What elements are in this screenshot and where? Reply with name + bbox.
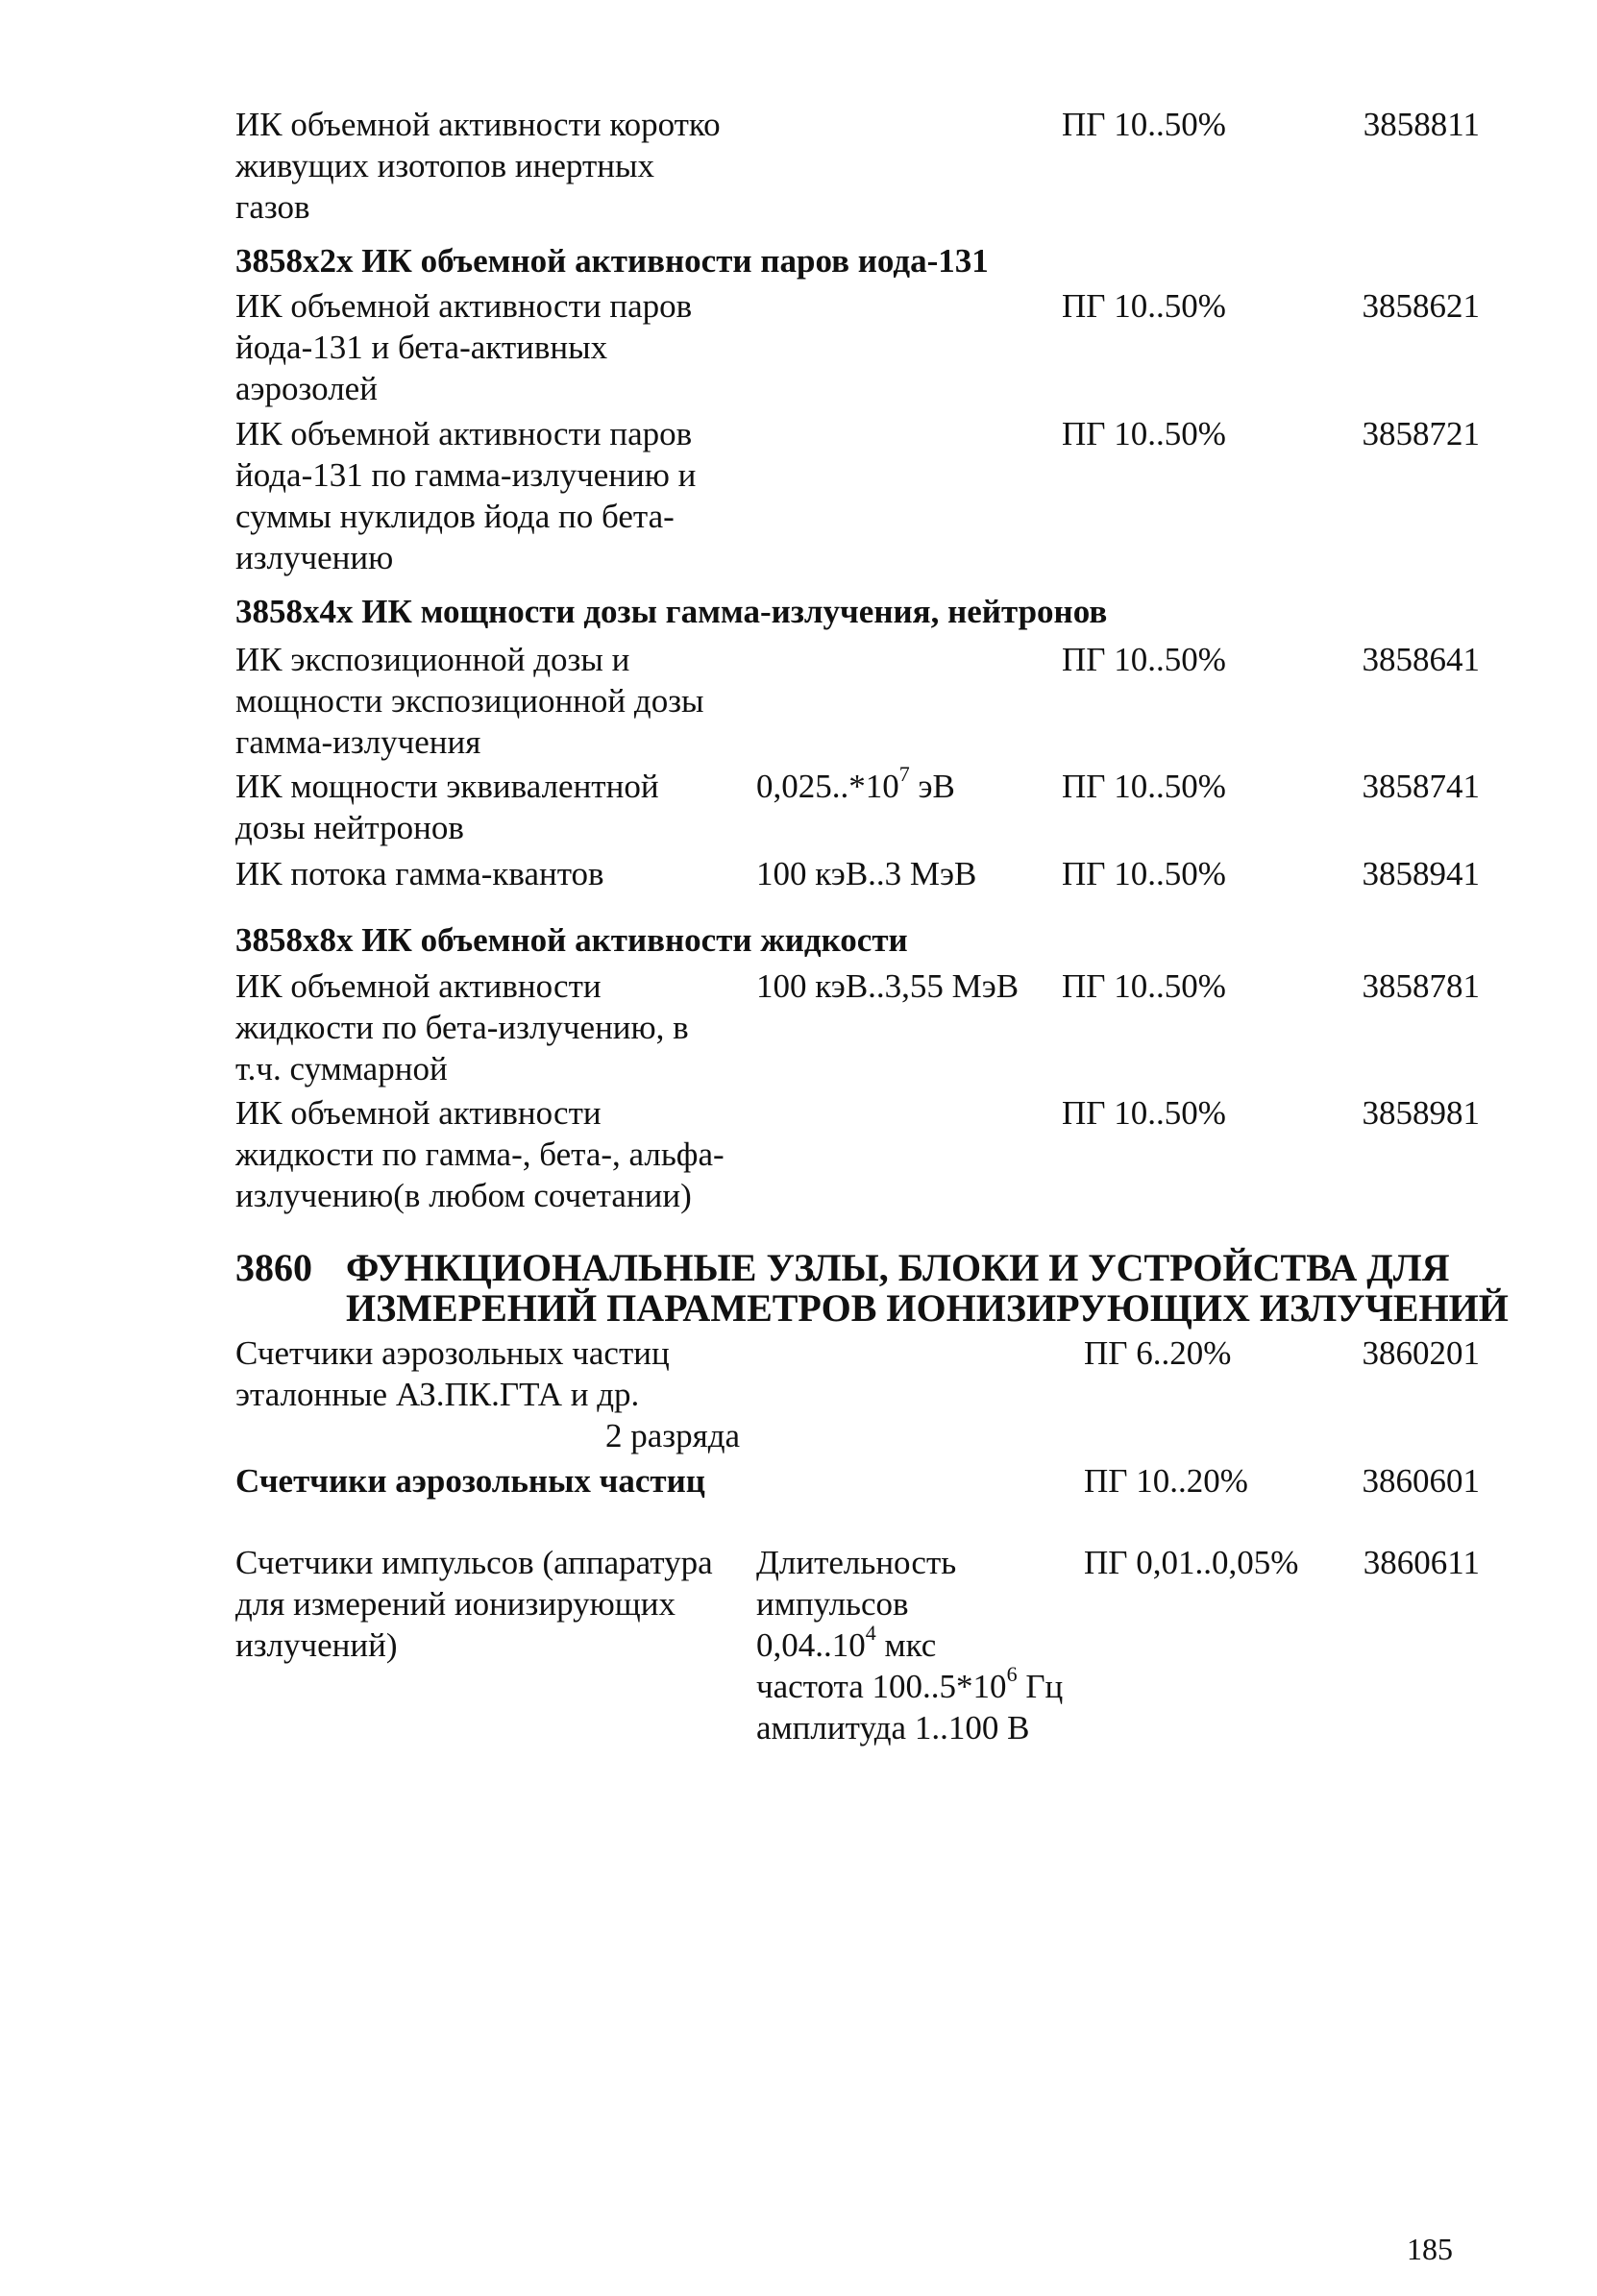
row-name — [235, 413, 754, 578]
section-title-line: ФУНКЦИОНАЛЬНЫЕ УЗЛЫ, БЛОКИ И УСТРОЙСТВА ДЛЯ — [346, 1246, 1450, 1289]
range-unit: эВ — [909, 768, 955, 805]
row-name-line: для измерений ионизирующих — [235, 1585, 676, 1623]
row-name — [235, 766, 754, 848]
row-code: 3858941 — [1362, 855, 1480, 892]
row-name — [235, 285, 754, 409]
range-line — [756, 1621, 1063, 1666]
row-code: 3858721 — [1362, 415, 1480, 452]
row-name-line: жидкости по гамма-, бета-, альфа- — [235, 1136, 725, 1173]
section-title-line: ИЗМЕРЕНИЙ ПАРАМЕТРОВ ИОНИЗИРУЮЩИХ ИЗЛУЧЕНИЙ — [346, 1286, 1509, 1330]
row-code: 3858781 — [1362, 967, 1480, 1005]
row-name-line: гамма-излучения — [235, 723, 481, 761]
range-text: 0,04..10 — [756, 1626, 866, 1664]
row-name-line: Счетчики импульсов (аппаратура — [235, 1544, 713, 1581]
row-range — [756, 762, 955, 807]
row-error: ПГ 10..50% — [1062, 641, 1226, 678]
row-name-line: Счетчики аэрозольных частиц — [235, 1334, 670, 1372]
row-name-line: газов — [235, 188, 310, 226]
page-number: 185 — [1407, 2232, 1453, 2266]
row-name-line: мощности экспозиционной дозы — [235, 682, 704, 720]
range-unit: Гц — [1017, 1668, 1064, 1705]
row-name — [235, 1460, 754, 1502]
row-name-line: излучению — [235, 539, 394, 576]
row-name-line: ИК объемной активности паров — [235, 415, 693, 452]
row-name-line: йода-131 по гамма-излучению и — [235, 456, 697, 494]
row-name-line: ИК мощности эквивалентной — [235, 768, 659, 805]
row-name-line: дозы нейтронов — [235, 809, 464, 846]
group-heading: 3858x8x ИК объемной активности жидкости — [235, 921, 908, 959]
group-heading: 3858x4x ИК мощности дозы гамма-излучения, нейтронов — [235, 593, 1108, 630]
range-exponent: 7 — [898, 762, 910, 787]
row-error: ПГ 10..50% — [1062, 106, 1226, 143]
row-code: 3858621 — [1362, 287, 1480, 325]
row-name — [235, 1542, 754, 1666]
row-code: 3860601 — [1362, 1462, 1480, 1500]
row-code: 3858641 — [1362, 641, 1480, 678]
row-code: 3858741 — [1362, 768, 1480, 805]
row-name-line: излучений) — [235, 1626, 398, 1664]
range-line: импульсов — [756, 1585, 909, 1623]
row-error: ПГ 10..50% — [1062, 1094, 1226, 1132]
row-error: ПГ 10..50% — [1062, 768, 1226, 805]
row-error: ПГ 10..50% — [1062, 855, 1226, 892]
row-name-line: жидкости по бета-излучению, в — [235, 1009, 689, 1046]
row-name-line: ИК объемной активности — [235, 967, 602, 1005]
row-name — [235, 1092, 754, 1216]
row-name-line: ИК потока гамма-квантов — [235, 855, 604, 892]
row-range: 100 кэВ..3 МэВ — [756, 855, 977, 892]
range-line: Длительность — [756, 1544, 957, 1581]
row-code: 3860611 — [1363, 1544, 1480, 1581]
row-error: ПГ 10..20% — [1084, 1462, 1248, 1500]
row-name-line: ИК объемной активности коротко — [235, 106, 721, 143]
row-name-line: излучению(в любом сочетании) — [235, 1177, 692, 1214]
row-name-line: Счетчики аэрозольных частиц — [235, 1462, 705, 1500]
range-text: частота 100..5*10 — [756, 1668, 1007, 1705]
row-name-line: ИК объемной активности паров — [235, 287, 693, 325]
range-unit: мкс — [875, 1626, 937, 1664]
row-code: 3858981 — [1362, 1094, 1480, 1132]
range-line — [756, 1662, 1064, 1707]
row-name-line: ИК объемной активности — [235, 1094, 602, 1132]
row-name-line: ИК экспозиционной дозы и — [235, 641, 630, 678]
row-name-line: аэрозолей — [235, 370, 378, 407]
row-range: 100 кэВ..3,55 МэВ — [756, 967, 1020, 1005]
row-name-line: суммы нуклидов йода по бета- — [235, 498, 675, 535]
row-name — [235, 1332, 754, 1415]
row-name — [235, 965, 754, 1089]
range-text: 0,025..*10 — [756, 768, 899, 805]
row-error: ПГ 6..20% — [1084, 1334, 1232, 1372]
row-name — [235, 639, 754, 763]
range-exponent: 6 — [1006, 1662, 1018, 1687]
row-code: 3860201 — [1362, 1334, 1480, 1372]
row-range — [756, 1542, 1063, 1748]
row-name-line: эталонные АЗ.ПК.ГТА и др. — [235, 1376, 640, 1413]
row-name — [235, 104, 754, 228]
group-heading: 3858x2x ИК объемной активности паров иода-131 — [235, 242, 989, 280]
row-name — [235, 853, 754, 894]
row-error: ПГ 0,01..0,05% — [1084, 1544, 1299, 1581]
row-error: ПГ 10..50% — [1062, 967, 1226, 1005]
range-line: амплитуда 1..100 В — [756, 1709, 1030, 1746]
row-name-extra: 2 разряда — [605, 1417, 741, 1454]
row-code: 3858811 — [1363, 106, 1480, 143]
row-error: ПГ 10..50% — [1062, 287, 1226, 325]
row-error: ПГ 10..50% — [1062, 415, 1226, 452]
row-name-line: т.ч. суммарной — [235, 1050, 448, 1087]
row-name-line: йода-131 и бета-активных — [235, 329, 608, 366]
range-exponent: 4 — [865, 1621, 876, 1646]
row-name-line: живущих изотопов инертных — [235, 147, 654, 184]
section-number: 3860 — [235, 1246, 312, 1289]
